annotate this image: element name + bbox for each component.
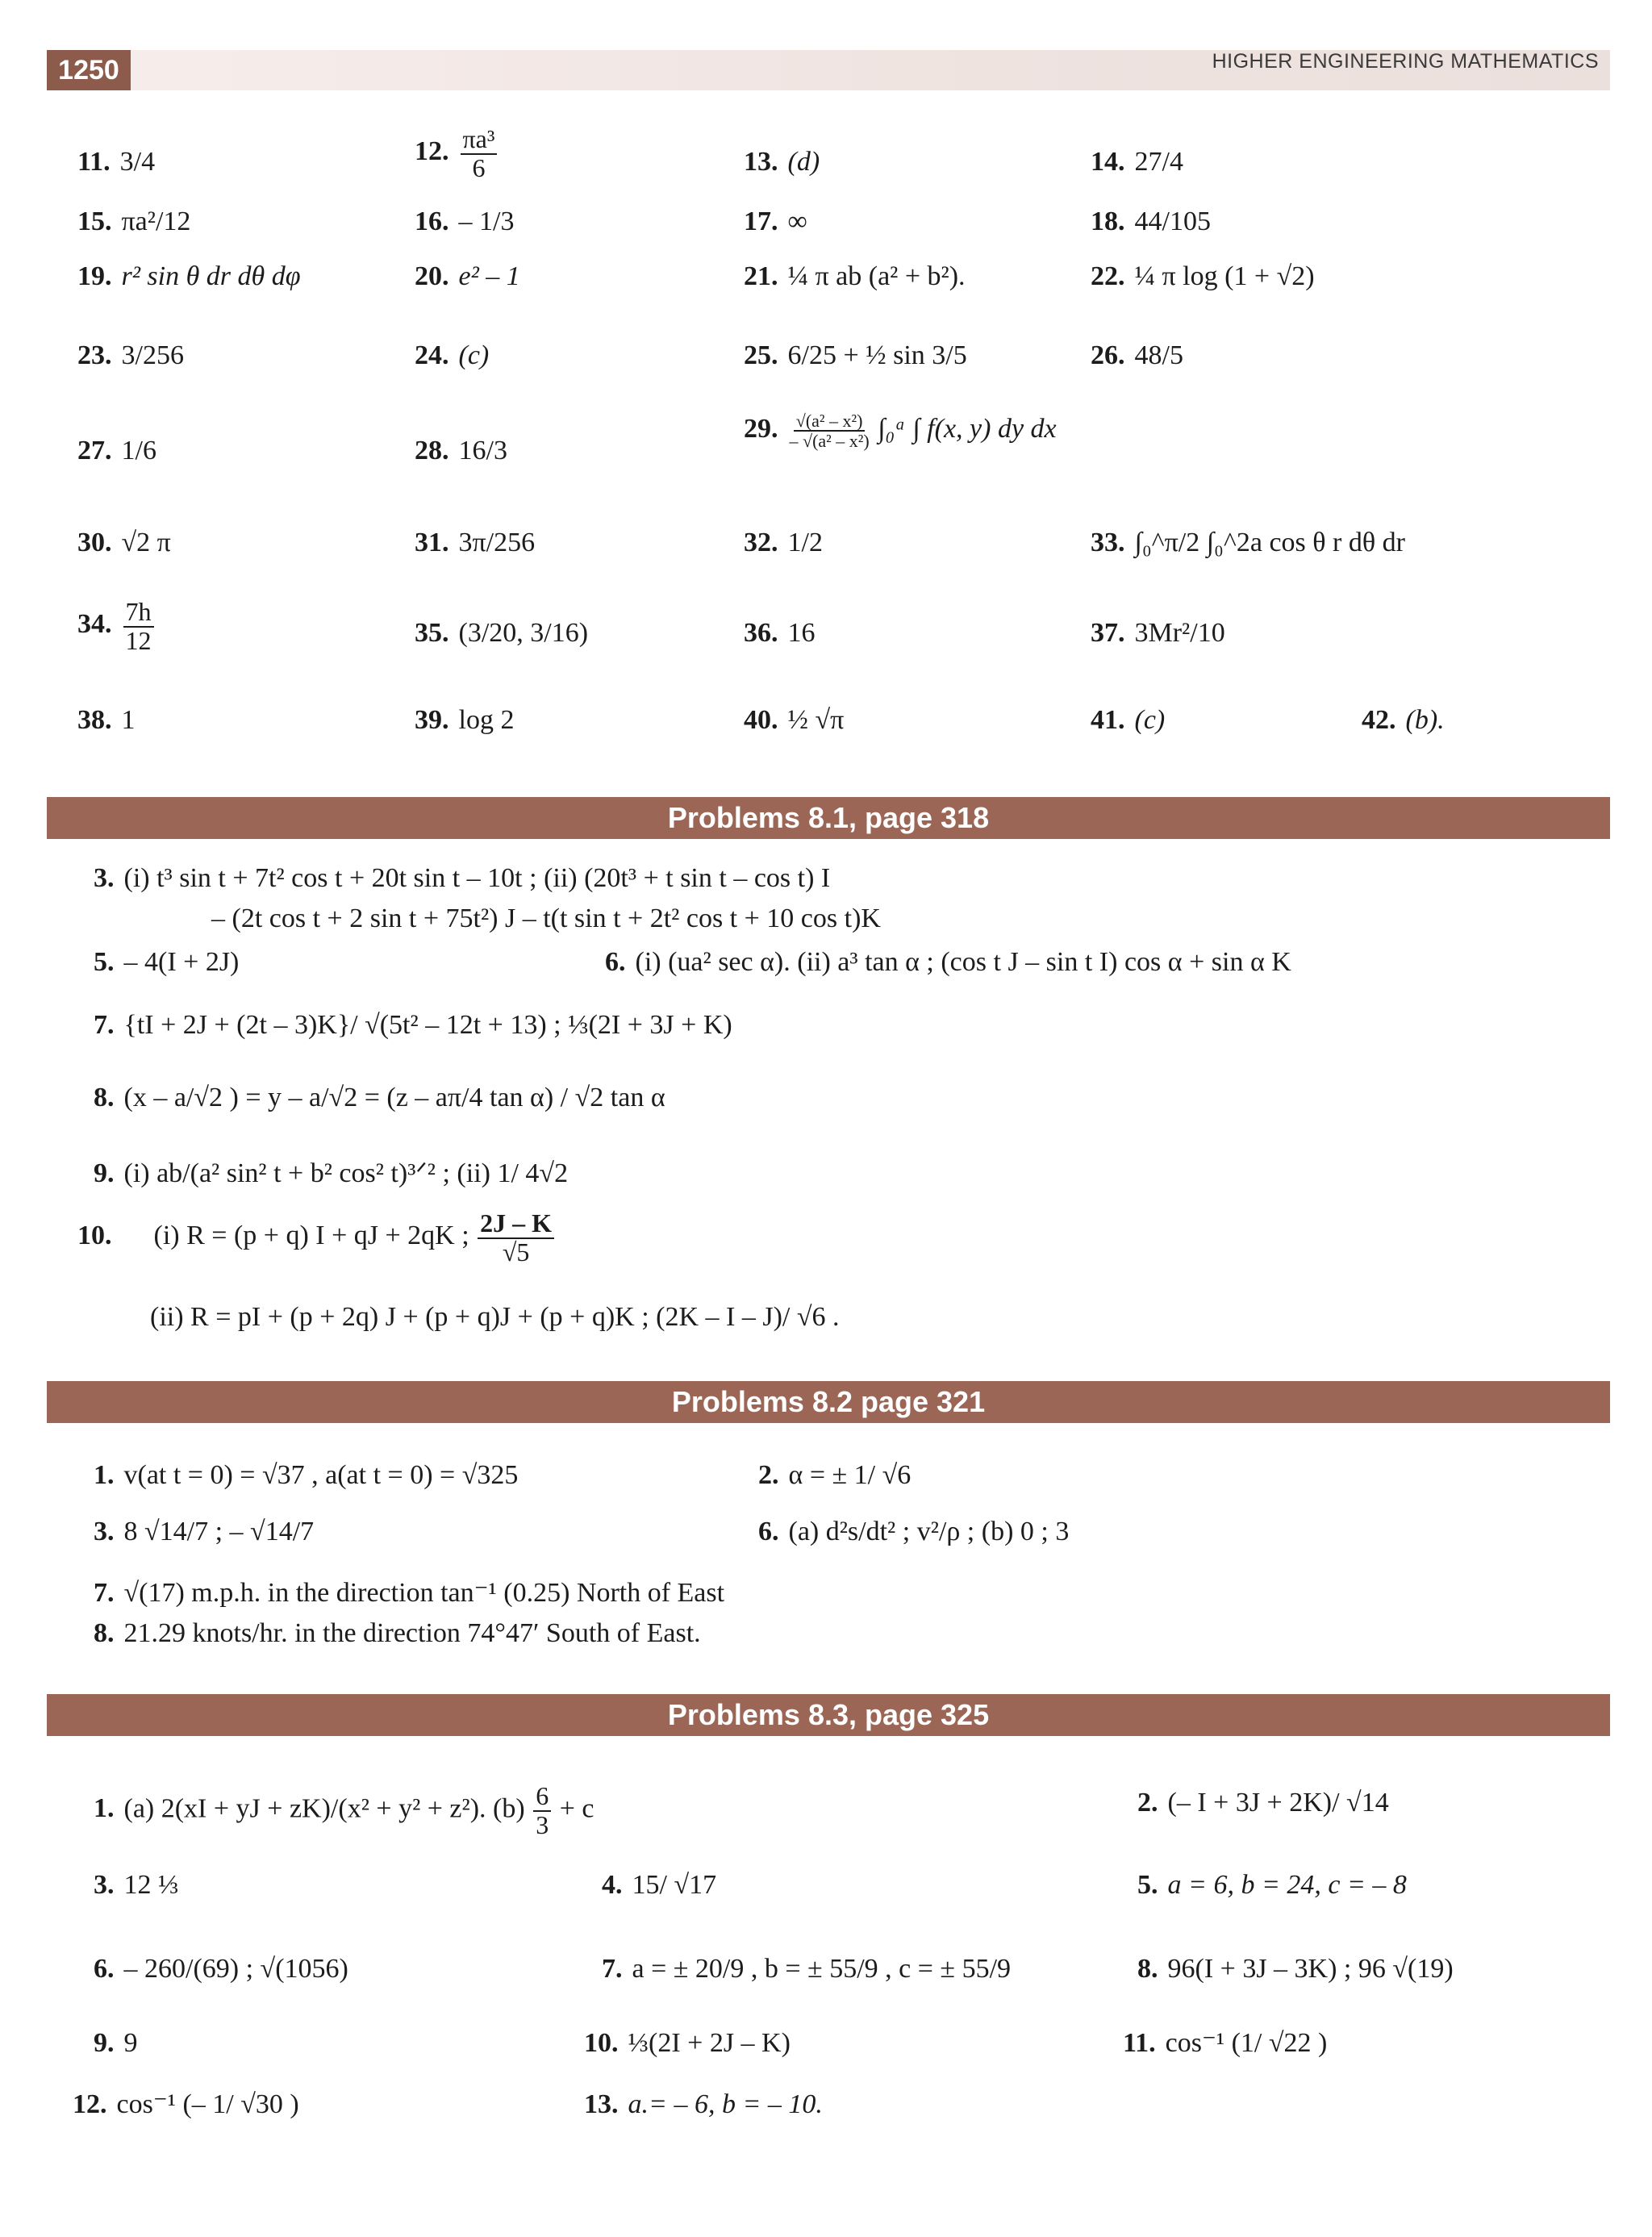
answer-21: 21. ¼ π ab (a² + b²). [744, 261, 966, 291]
answer-26: 26. 48/5 [1091, 340, 1183, 370]
answer-30: 30. √2 π [77, 528, 171, 557]
answer-39: 39. log 2 [415, 705, 515, 735]
problem-8-3-3: 3. 12 ⅓ [94, 1870, 179, 1900]
answer-19: 19. r² sin θ dr dθ dφ [77, 261, 301, 291]
page-number: 1250 [47, 50, 131, 90]
problem-8-2-7: 7. √(17) m.p.h. in the direction tan⁻¹ (0.25) North of East [94, 1578, 725, 1608]
answer-42: 42. (b). [1362, 705, 1445, 735]
answer-24: 24. (c) [415, 340, 490, 370]
problem-8-1-8: 8. (x – a/√2 ) = y – a/√2 = (z – aπ/4 tan α) / √2 tan α [94, 1083, 665, 1112]
answer-35: 35. (3/20, 3/16) [415, 618, 589, 648]
answer-41: 41. (c) [1091, 705, 1166, 735]
answer-40: 40. ½ √π [744, 705, 845, 735]
answer-34: 34. $\frac{7h}{12}$ [77, 599, 156, 654]
answer-18: 18. 44/105 [1091, 207, 1211, 236]
problem-8-3-10: 10. ⅓(2I + 2J – K) [584, 2028, 791, 2058]
answer-38: 38. 1 [77, 705, 136, 735]
answer-20: 20. e² – 1 [415, 261, 520, 291]
answer-14: 14. 27/4 [1091, 147, 1183, 177]
problem-8-1-3-cont: – (2t cos t + 2 sin t + 75t²) J – t(t sin t + 2t² cos t + 10 cos t)K [211, 904, 881, 933]
problem-8-3-7: 7. a = ± 20/9 , b = ± 55/9 , c = ± 55/9 [602, 1954, 1012, 1984]
problem-8-2-1: 1. v(at t = 0) = √37 , a(at t = 0) = √325 [94, 1460, 519, 1490]
problem-8-3-1: 1. (a) 2(xI + yJ + zK)/(x² + y² + z²). (b) $\frac{6}{3}$ + c [94, 1781, 594, 1839]
answer-12: 12. $\frac{\text{πa³}}{6}$ [415, 126, 499, 182]
book-title: HIGHER ENGINEERING MATHEMATICS [1212, 50, 1599, 73]
answer-37: 37. 3Mr²/10 [1091, 618, 1225, 648]
answer-33: 33. ∫₀^π/2 ∫₀^2a cos θ r dθ dr [1091, 528, 1405, 557]
answer-31: 31. 3π/256 [415, 528, 536, 557]
problem-8-1-5: 5. – 4(I + 2J) [94, 947, 240, 977]
problem-8-2-2: 2. α = ± 1/ √6 [758, 1460, 912, 1490]
page-header [47, 50, 1610, 90]
answer-36: 36. 16 [744, 618, 816, 648]
problem-8-3-12: 12. cos⁻¹ (– 1/ √30 ) [73, 2089, 299, 2119]
problem-8-2-6: 6. (a) d²s/dt² ; v²/ρ ; (b) 0 ; 3 [758, 1517, 1070, 1546]
section-banner-8-3: Problems 8.3, page 325 [47, 1694, 1610, 1736]
problem-8-2-8: 8. 21.29 knots/hr. in the direction 74°47′ South of East. [94, 1618, 701, 1648]
answer-29: 29. $\frac{\text{√(a² – x²)}}{\text{– √(a² – x²)}}$ ∫₀ᵃ ∫ f(x, y) dy dx [744, 411, 1057, 452]
problem-8-1-6: 6. (i) (ua² sec α). (ii) a³ tan α ; (cos t J – sin t I) cos α + sin α K [605, 947, 1291, 977]
answer-25: 25. 6/25 + ½ sin 3/5 [744, 340, 967, 370]
section-banner-8-1: Problems 8.1, page 318 [47, 797, 1610, 839]
problem-8-1-10-ii: (ii) R = pI + (p + 2q) J + (p + q)J + (p + q)K ; (2K – I – J)/ √6 . [150, 1302, 840, 1332]
answer-28: 28. 16/3 [415, 436, 507, 465]
problem-8-3-6: 6. – 260/(69) ; √(1056) [94, 1954, 348, 1984]
answer-27: 27. 1/6 [77, 436, 156, 465]
answer-15: 15. πa²/12 [77, 207, 191, 236]
answer-22: 22. ¼ π log (1 + √2) [1091, 261, 1315, 291]
problem-8-2-3: 3. 8 √14/7 ; – √14/7 [94, 1517, 315, 1546]
problem-8-1-7: 7. {tI + 2J + (2t – 3)K}/ √(5t² – 12t + 13) ; ⅓(2I + 3J + K) [94, 1010, 732, 1040]
answer-23: 23. 3/256 [77, 340, 184, 370]
answer-32: 32. 1/2 [744, 528, 823, 557]
problem-8-1-10: 10. (i) R = (p + q) I + qJ + 2qK ; $\frac{2J - K}{√5}$ [77, 1210, 556, 1266]
problem-8-3-5: 5. a = 6, b = 24, c = – 8 [1137, 1870, 1407, 1900]
answer-13: 13. (d) [744, 147, 820, 177]
section-banner-8-2: Problems 8.2 page 321 [47, 1381, 1610, 1423]
problem-8-3-8: 8. 96(I + 3J – 3K) ; 96 √(19) [1137, 1954, 1454, 1984]
problem-8-3-13: 13. a.= – 6, b = – 10. [584, 2089, 823, 2119]
problem-8-3-4: 4. 15/ √17 [602, 1870, 717, 1900]
problem-8-1-9: 9. (i) ab/(a² sin² t + b² cos² t)³ᐟ² ; (ii) 1/ 4√2 [94, 1158, 569, 1188]
problem-8-3-11: 11. cos⁻¹ (1/ √22 ) [1123, 2028, 1328, 2058]
problem-8-3-9: 9. 9 [94, 2028, 138, 2058]
answer-16: 16. – 1/3 [415, 207, 515, 236]
problem-8-3-2: 2. (– I + 3J + 2K)/ √14 [1137, 1788, 1389, 1818]
answer-17: 17. ∞ [744, 207, 807, 236]
problem-8-1-3: 3. (i) t³ sin t + 7t² cos t + 20t sin t – 10t ; (ii) (20t³ + t sin t – cos t) I [94, 863, 831, 893]
answer-11: 11. 3/4 [77, 147, 156, 177]
